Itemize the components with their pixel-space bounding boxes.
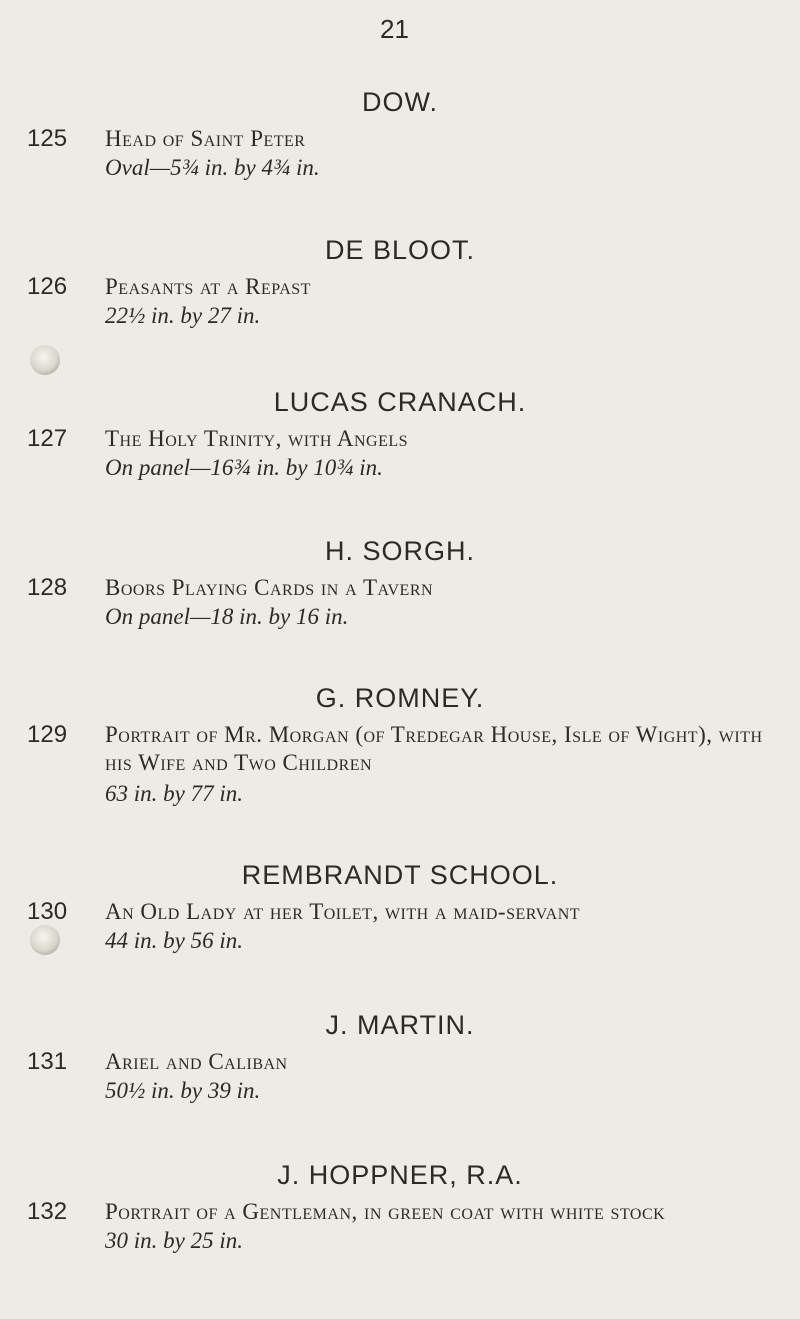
painting-dimensions: On panel—16¾ in. by 10¾ in. (105, 455, 383, 480)
lot-number: 125 (27, 125, 68, 152)
lot-number: 128 (27, 574, 68, 601)
artist-name: J. MARTIN. (325, 1010, 475, 1040)
painting-dimensions: On panel—18 in. by 16 in. (105, 604, 349, 629)
artist-name: DOW. (362, 87, 438, 117)
painting-title: Portrait of Mr. Morgan (of Tredegar House, Isle of Wight), with his Wife and Two Children (105, 722, 763, 775)
artist-name: H. SORGH. (324, 536, 475, 566)
painting-title: Peasants at a Repast (105, 274, 311, 299)
painting-dimensions: 44 in. by 56 in. (105, 928, 243, 953)
painting-dimensions: Oval—5¾ in. by 4¾ in. (105, 155, 320, 180)
painting-dimensions: 63 in. by 77 in. (105, 781, 243, 806)
lot-number: 131 (27, 1048, 68, 1075)
binding-hole (30, 925, 60, 955)
artist-name: REMBRANDT SCHOOL. (241, 860, 559, 890)
artist-name: J. HOPPNER, R.A. (277, 1160, 523, 1190)
lot-number: 127 (27, 425, 68, 452)
lot-number: 129 (27, 721, 68, 748)
painting-title: Head of Saint Peter (105, 126, 306, 151)
lot-number: 130 (27, 898, 68, 925)
artist-name: G. ROMNEY. (315, 683, 485, 713)
painting-title: Boors Playing Cards in a Tavern (105, 575, 434, 600)
painting-dimensions: 30 in. by 25 in. (105, 1228, 243, 1253)
painting-title: Ariel and Caliban (105, 1049, 288, 1074)
artist-name: LUCAS CRANACH. (273, 387, 527, 417)
artist-name: DE BLOOT. (324, 235, 476, 265)
painting-title: The Holy Trinity, with Angels (105, 426, 409, 451)
page-number: 21 (380, 14, 409, 44)
binding-hole (30, 345, 60, 375)
painting-title: An Old Lady at her Toilet, with a maid-servant (105, 899, 581, 924)
lot-number: 126 (27, 273, 68, 300)
painting-dimensions: 22½ in. by 27 in. (105, 303, 261, 328)
painting-title: Portrait of a Gentleman, in green coat with white stock (105, 1199, 666, 1224)
painting-dimensions: 50½ in. by 39 in. (105, 1078, 261, 1103)
lot-number: 132 (27, 1198, 68, 1225)
